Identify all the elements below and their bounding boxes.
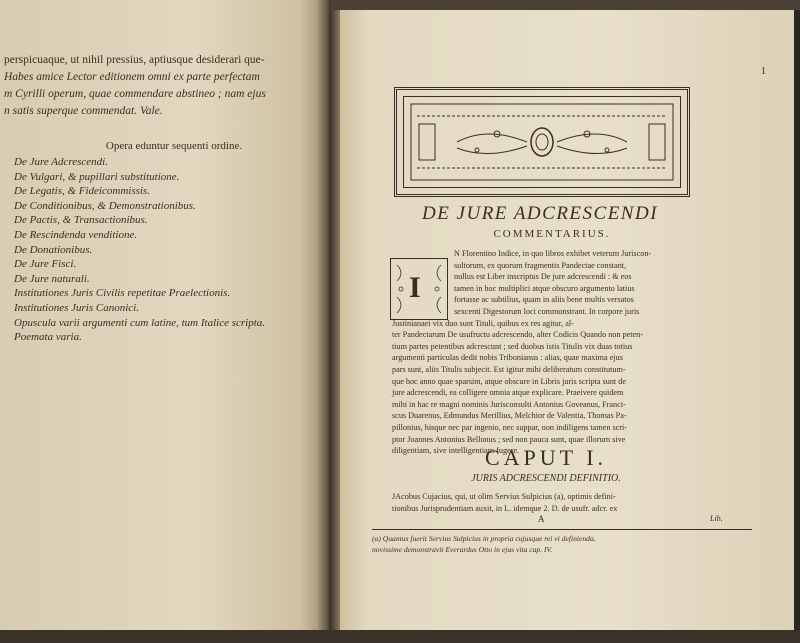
chapter-paragraph xyxy=(392,491,752,514)
body-line: ptor Joannes Antonius Bellonus ; sed non pauca sunt, quae illorum sive xyxy=(392,434,626,444)
chapter-subheading: JURIS ADCRESCENDI DEFINITIO. xyxy=(471,473,621,484)
ornamental-headpiece xyxy=(394,87,690,197)
body-line: pars sunt, aliis Titulis subjecit. Est igitur mihi deliberatum constitutum- xyxy=(392,364,626,374)
chapter-heading: CAPUT I. xyxy=(484,445,608,470)
footnote-line: (a) Quantus fuerit Servius Sulpicius in propria cujusque rei vi definienda, xyxy=(372,534,596,543)
work-item: De Donationibus. xyxy=(14,243,93,256)
body-line: pillonius, hisque nec par ingenio, nec suppar, non indiligens tamen scri- xyxy=(392,422,628,432)
footnote-line: novissime demonstravit Everardus Otto in ejus vita cap. IV. xyxy=(372,544,553,554)
body-line: que hoc anno quae sparsim, atque obscure in Libris juris scripta sunt de xyxy=(392,376,626,386)
body-line: diligentiam, sive intelligentiam fugere. xyxy=(392,446,520,456)
left-line: perspicuaque, ut nihil pressius, aptiusque desiderari que- xyxy=(4,54,265,66)
treatise-subtitle: COMMENTARIUS. xyxy=(493,228,611,240)
work-item: De Pactis, & Transactionibus. xyxy=(14,214,148,227)
work-item: De Vulgari, & pupillari substitutione. xyxy=(14,170,180,183)
commentary-body xyxy=(392,248,752,457)
body-line: fortasse ac subtilius, quam in aliis bene multis versatos xyxy=(454,295,634,305)
catchword: Lib. xyxy=(710,514,723,523)
left-page-text xyxy=(4,52,304,345)
body-line: Justinianaei vix duo sunt Tituli, quibus ex res agitur, al- xyxy=(392,318,574,328)
paragraph-line: JAcobus Cujacius, qui, ut olim Servius Sulpicius (a), optimis defini- xyxy=(392,492,616,501)
right-page-content xyxy=(332,8,794,640)
left-line: n satis superque commendat. Vale. xyxy=(4,105,163,117)
body-line: jure adcrescendi, ea colligere omnia atque explicare. Praeivere quidem xyxy=(392,388,624,398)
signature-mark: A xyxy=(538,514,545,524)
work-item: De Jure Fisci. xyxy=(14,258,77,271)
body-line: tamen in hoc multiplici atque obscuro argumento latius xyxy=(454,283,635,293)
headpiece-ornament-icon xyxy=(397,90,687,194)
body-line: nullus est Liber inscriptus De jure adcrescendi : & eos xyxy=(454,272,632,282)
work-item: De Jure naturali. xyxy=(14,272,90,285)
works-heading: Opera eduntur sequenti ordine. xyxy=(105,140,243,152)
body-line: sexcenti Digestorum loci commonstrant. In corpore juris xyxy=(454,306,640,316)
footnote xyxy=(372,534,752,555)
body-line: mihi in hac re magni nominis Jurisconsulti Antonius Goveanus, Franci- xyxy=(392,399,626,409)
page-number: 1 xyxy=(761,66,766,77)
footnote-divider xyxy=(372,529,752,530)
body-line: argumenti particulas dedit nobis Tribonianus : alias, quae maxima ejus xyxy=(392,353,623,363)
work-item: Institutiones Juris Canonici. xyxy=(14,301,139,314)
work-item: De Legatis, & Fideicommissis. xyxy=(14,185,150,198)
treatise-title: DE JURE ADCRESCENDI xyxy=(421,203,659,224)
works-list xyxy=(4,155,304,345)
body-line: scus Duarenus, Edmundus Merillius, Melchior de Valentia, Thomas Pa- xyxy=(392,411,627,421)
body-line: ter Pandectarum De usufructu adcrescendo, alter Codicis Quando non peten- xyxy=(392,330,643,340)
left-line: Habes amice Lector editionem omni ex parte perfectam xyxy=(4,71,260,83)
work-item: De Conditionibus, & Demonstrationibus. xyxy=(14,199,196,212)
work-item: Poemata varia. xyxy=(14,331,82,344)
body-line: tium partes petentibus adcrescunt ; sed duobus istis Titulis vix duas totius xyxy=(392,341,633,351)
work-item: De Jure Adcrescendi. xyxy=(14,156,108,168)
drop-initial-letter: I xyxy=(409,271,421,304)
body-line: sultorum, ex quorum fragmentis Pandectae constant, xyxy=(454,260,627,270)
paragraph-line: tionibus Jurisprudentiam auxit, in L. idemque 2. D. de usufr. adcr. ex xyxy=(392,503,618,513)
body-line: N Florentino Indice, in quo libros exhibet veterum Juriscon- xyxy=(454,249,652,258)
work-item: Institutiones Juris Civilis repetitae Praelectionis. xyxy=(14,287,231,300)
work-item: Opuscula varii argumenti cum latine, tum Italice scripta. xyxy=(14,316,266,329)
work-item: De Rescindenda venditione. xyxy=(14,228,138,241)
left-line: m Cyrilli operum, quae commendare abstineo ; nam ejus xyxy=(4,88,266,100)
